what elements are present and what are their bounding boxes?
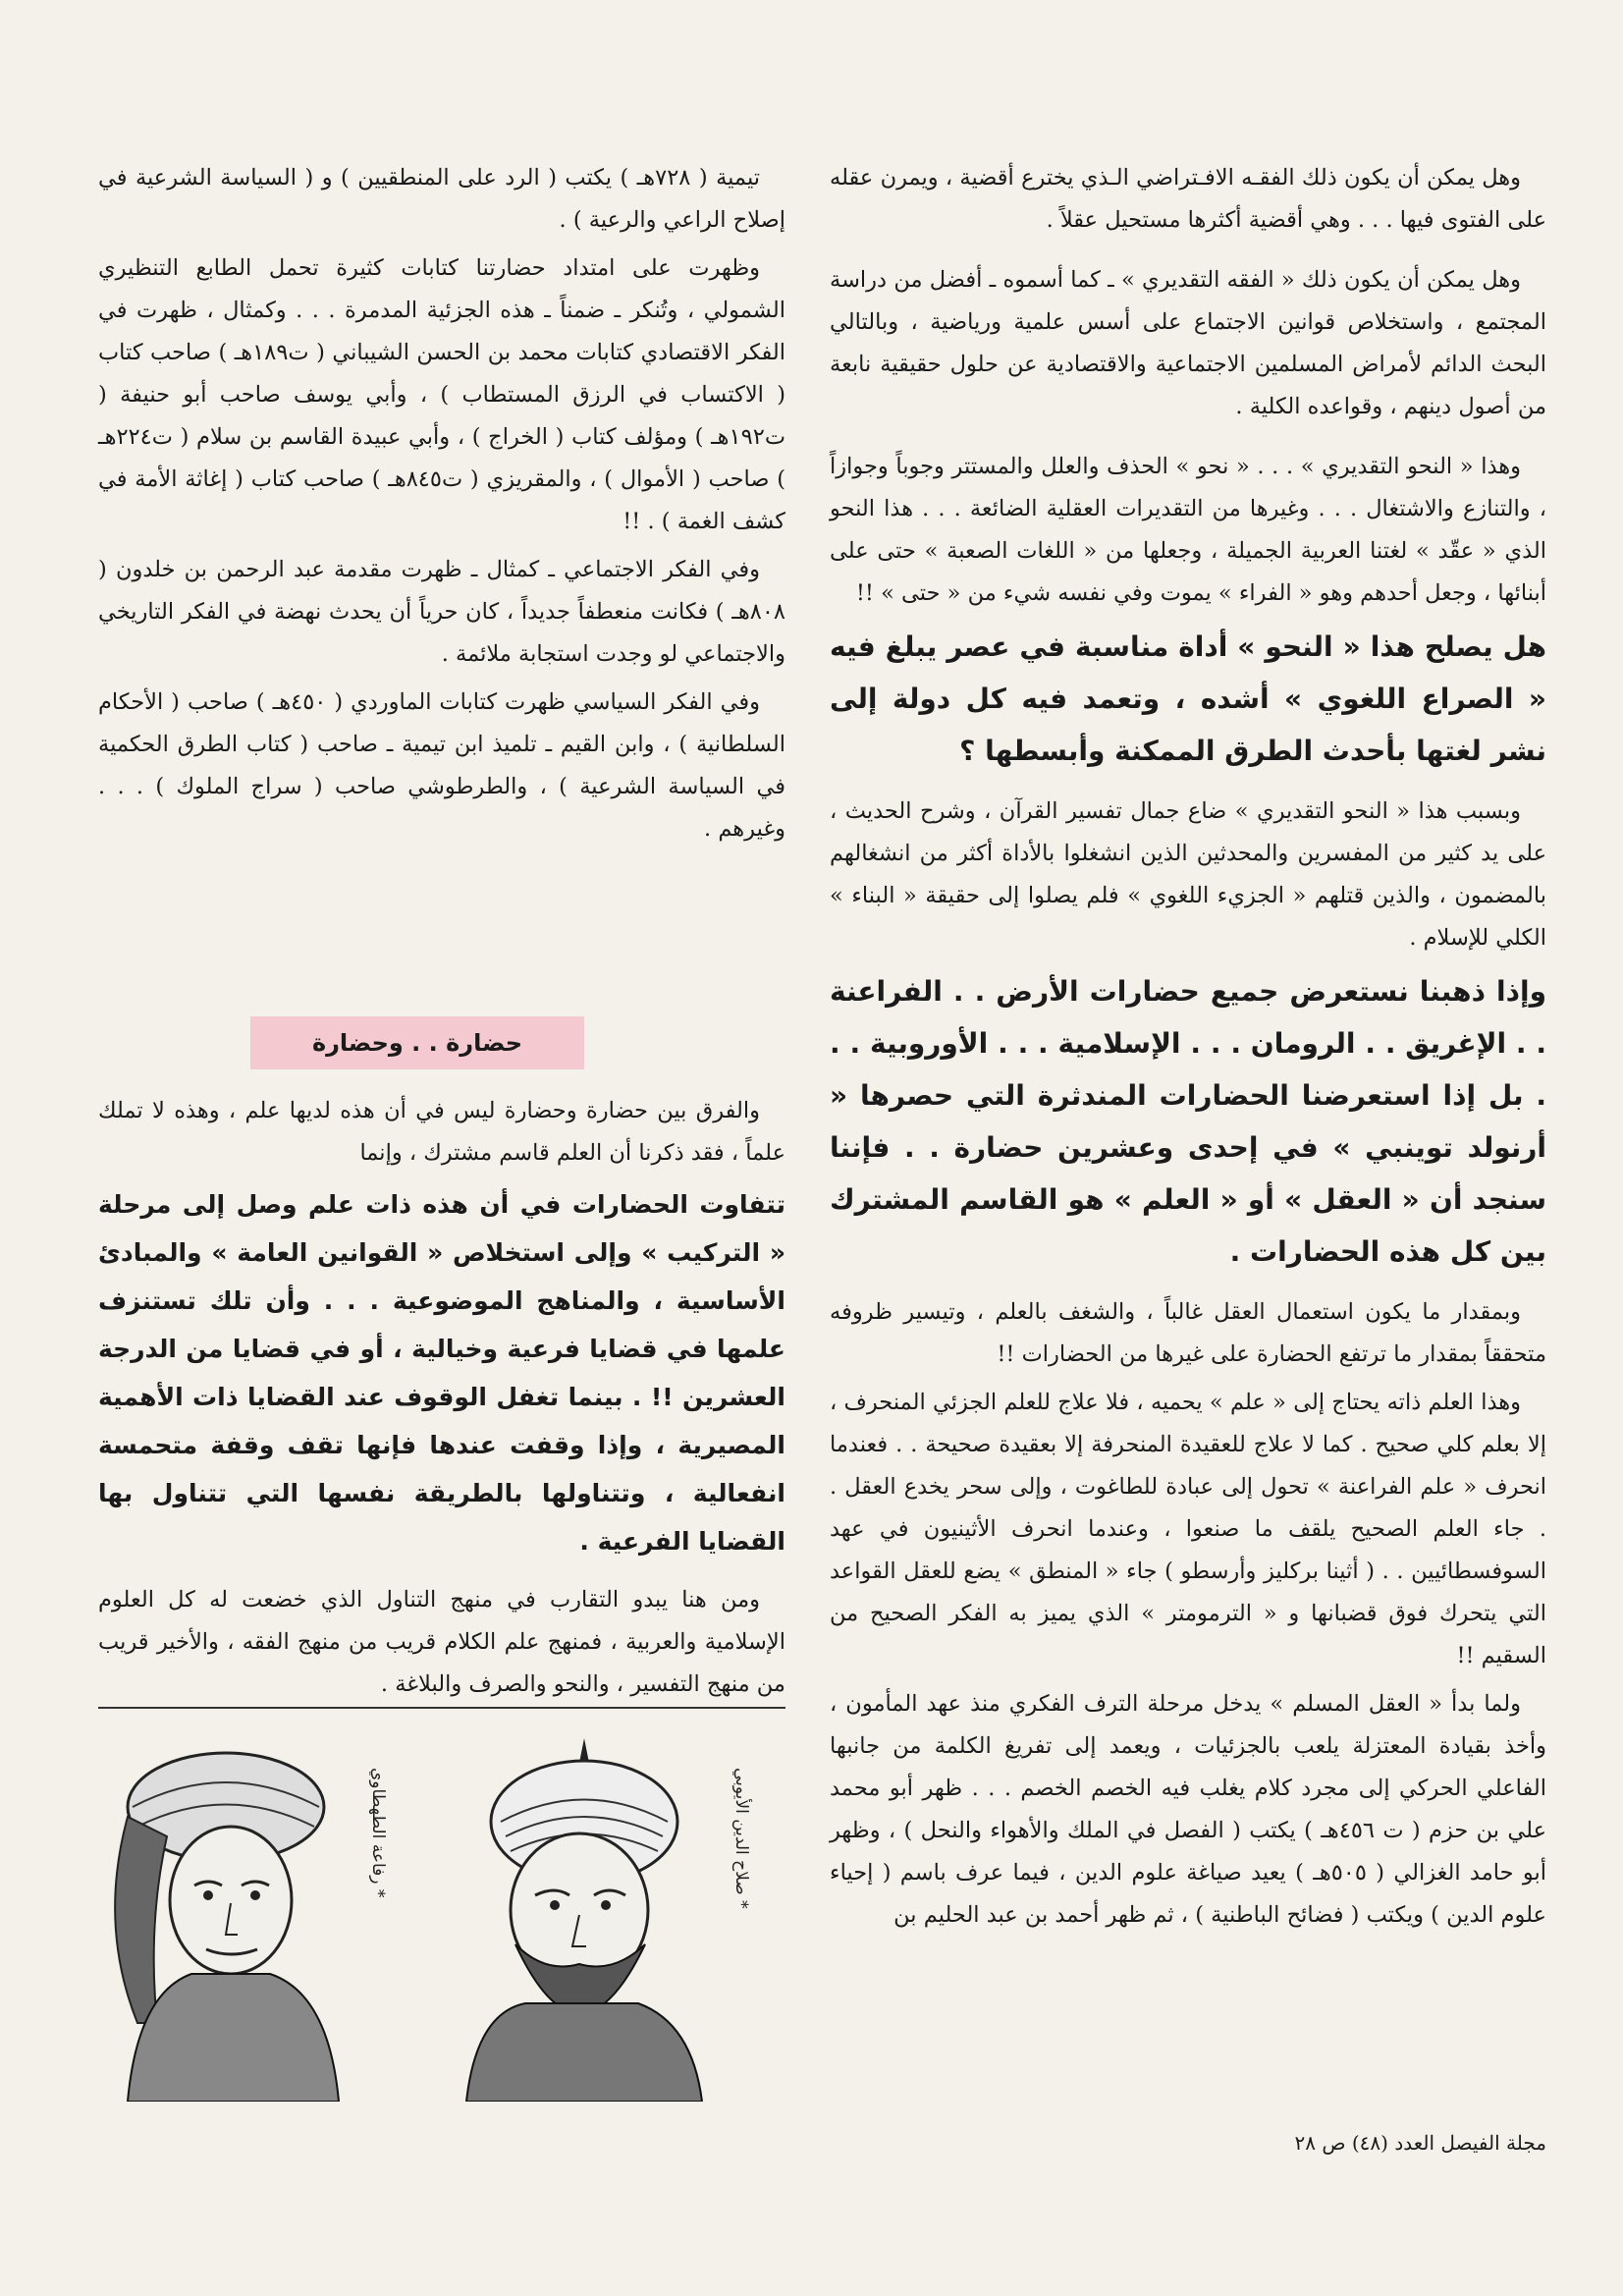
portrait-saladin-drawing [417,1728,712,2102]
page-footer: مجلة الفيصل العدد (٤٨) ص ٢٨ [1294,2131,1546,2155]
paragraph: وبسبب هذا « النحو التقديري » ضاع جمال تفسير القرآن ، وشرح الحديث ، على يد كثير من المفسرين والمحدثين الذين انشغلوا بالأداة أكثر من انشغالهم بالمضمون ، والذين قتلهم « الجزيء اللغوي » فلم يصلوا إلى حقيقة « البناء » الكلي للإسلام . [830,798,1546,951]
paragraph: وهل يمكن أن يكون ذلك « الفقه التقديري » ـ كما أسموه ـ أفضل من دراسة المجتمع ، واستخلاص قوانين الاجتماع على أسس علمية ورياضية ، وبالتالي البحث الدائم لأمراض المسلمين الاجتماعية والاقتصادية عن حلول حقيقية نابعة من أصول دينهم ، وقواعده الكلية . [830,267,1546,419]
paragraph: وهذا العلم ذاته يحتاج إلى « علم » يحميه ، فلا علاج للعلم الجزئي المنحرف ، إلا بعلم كلي صحيح . كما لا علاج للعقيدة المنحرفة إلا بعقيدة صحيحة . . فعندما انحرف « علم الفراعنة » تحول إلى عبادة للطاغوت ، وإلى سحر يخدع العقل . . جاء العلم الصحيح يلقف ما صنعوا ، وعندما انحرف الأثينيون في عهد السوفسطائيين . . ( أثينا بركليز وأرسطو ) جاء « المنطق » يضع للعقل القواعد التي يتحرك فوق قضبانها و « الترمومتر » الذي يميز به الفكر الصحيح من السقيم !! [830,1390,1546,1668]
highlight-paragraph: وإذا ذهبنا نستعرض جميع حضارات الأرض . . الفراعنة . . الإغريق . . الرومان . . . الإسلامية . . . الأوروبية . . . بل إذا استعرضنا الحضارات المندثرة التي حصرها « أرنولد توينبي » في إحدى وعشرين حضارة . . فإننا سنجد أن « العقل » أو « العلم » هو القاسم المشترك بين كل هذه الحضارات . [830,975,1546,1268]
left-column [98,157,785,856]
paragraph: ولما بدأ « العقل المسلم » يدخل مرحلة الترف الفكري منذ عهد المأمون ، وأخذ بقيادة المعتزلة يلعب بالجزئيات ، ويعمد إلى تفريغ الكلمة من جانبها الفاعلي الحركي إلى مجرد كلام يغلب فيه الخصم الخصم . . . ظهر أبو محمد علي بن حزم ( ت ٤٥٦هـ ) يكتب ( الفصل في الملك والأهواء والنحل ) ، وظهر أبو حامد الغزالي ( ٥٠٥هـ ) يعيد صياغة علوم الدين ، فيما عرف باسم ( إحياء علوم الدين ) ويكتب ( فضائح الباطنية ) ، ثم ظهر أحمد بن عبد الحليم بن [830,1691,1546,1928]
paragraph: وبمقدار ما يكون استعمال العقل غالباً ، والشغف بالعلم ، وتيسير ظروفه متحققاً بمقدار ما ترتفع الحضارة على غيرها من الحضارات !! [830,1299,1546,1367]
right-column [830,157,1546,1942]
divider-rule [98,1707,785,1709]
paragraph: وظهرت على امتداد حضارتنا كتابات كثيرة تحمل الطابع التنظيري الشمولي ، وتُنكر ـ ضمناً ـ هذه الجزئية المدمرة . . . وكمثال ، ظهرت في الفكر الاقتصادي كتابات محمد بن الحسن الشيباني ( ت١٨٩هـ ) صاحب كتاب ( الاكتساب في الرزق المستطاب ) ، وأبي يوسف صاحب أبو حنيفة ( ت١٩٢هـ ) ومؤلف كتاب ( الخراج ) ، وأبي عبيدة القاسم بن سلام ( ت٢٢٤هـ ) صاحب ( الأموال ) ، والمقريزي ( ت٨٤٥هـ ) صاحب كتاب ( إغاثة الأمة في كشف الغمة ) . !! [98,255,785,534]
caption-tahtawi: * رفاعة الطهطاوي [368,1768,388,1898]
highlight-paragraph: تتفاوت الحضارات في أن هذه ذات علم وصل إلى مرحلة « التركيب » وإلى استخلاص « القوانين العامة » والمبادئ الأساسية ، والمناهج الموضوعية . . . وأن تلك تستنزف علمها في قضايا فرعية وخيالية ، أو في قضايا من الدرجة العشرين !! . بينما تغفل الوقوف عند القضايا ذات الأهمية المصيرية ، وإذا وقفت عندها فإنها تقف وقفة متحمسة انفعالية ، وتتناولها بالطريقة نفسها التي تتناول بها القضايا الفرعية . [98,1190,785,1556]
paragraph: والفرق بين حضارة وحضارة ليس في أن هذه لديها علم ، وهذه لا تملك علماً ، فقد ذكرنا أن العلم قاسم مشترك ، وإنما [98,1098,785,1166]
paragraph: وهل يمكن أن يكون ذلك الفقـه الافـتراضي الـذي يخترع أقضية ، ويمرن عقله على الفتوى فيها . . . وهي أقضية أكثرها مستحيل عقلاً . [830,165,1546,233]
left-column-lower [98,1090,785,1712]
portrait-tahtawi [69,1728,363,2102]
paragraph: وفي الفكر السياسي ظهرت كتابات الماوردي ( ٤٥٠هـ ) صاحب ( الأحكام السلطانية ) ، وابن القيم ـ تلميذ ابن تيمية ـ صاحب ( كتاب الطرق الحكمية في السياسة الشرعية ) ، والطرطوشي صاحب ( سراج الملوك ) . . . وغيرهم . [98,689,785,842]
portrait-tahtawi-drawing [69,1728,363,2102]
paragraph: وهذا « النحو التقديري » . . . « نحو » الحذف والعلل والمستتر وجوباً وجوازاً ، والتنازع والاشتغال . . . وغيرها من التقديرات العقلية الضائعة . . . هذا النحو الذي « عقّد » لغتنا العربية الجميلة ، وجعلها من « اللغات الصعبة » حتى على أبنائها ، وجعل أحدهم وهو « الفراء » يموت وفي نفسه شيء من « حتى » !! [830,454,1546,606]
highlight-paragraph: هل يصلح هذا « النحو » أداة مناسبة في عصر يبلغ فيه « الصراع اللغوي » أشده ، وتعمد فيه كل دولة إلى نشر لغتها بأحدث الطرق الممكنة وأبسطها ؟ [830,630,1546,767]
paragraph: تيمية ( ٧٢٨هـ ) يكتب ( الرد على المنطقيين ) و ( السياسة الشرعية في إصلاح الراعي والرعية ) . [98,165,785,233]
portrait-saladin [417,1728,712,2102]
section-subheading: حضارة . . وحضارة [250,1016,584,1069]
paragraph: وفي الفكر الاجتماعي ـ كمثال ـ ظهرت مقدمة عبد الرحمن بن خلدون ( ٨٠٨هـ ) فكانت منعطفاً جديداً ، كان حرياً أن يحدث نهضة في الفكر التاريخي والاجتماعي لو وجدت استجابة ملائمة . [98,557,785,667]
caption-saladin: * صلاح الدين الأيوبي [731,1768,751,1909]
paragraph: ومن هنا يبدو التقارب في منهج التناول الذي خضعت له كل العلوم الإسلامية والعربية ، فمنهج علم الكلام قريب من منهج الفقه ، والأخير قريب من منهج التفسير ، والنحو والصرف والبلاغة . [98,1587,785,1697]
